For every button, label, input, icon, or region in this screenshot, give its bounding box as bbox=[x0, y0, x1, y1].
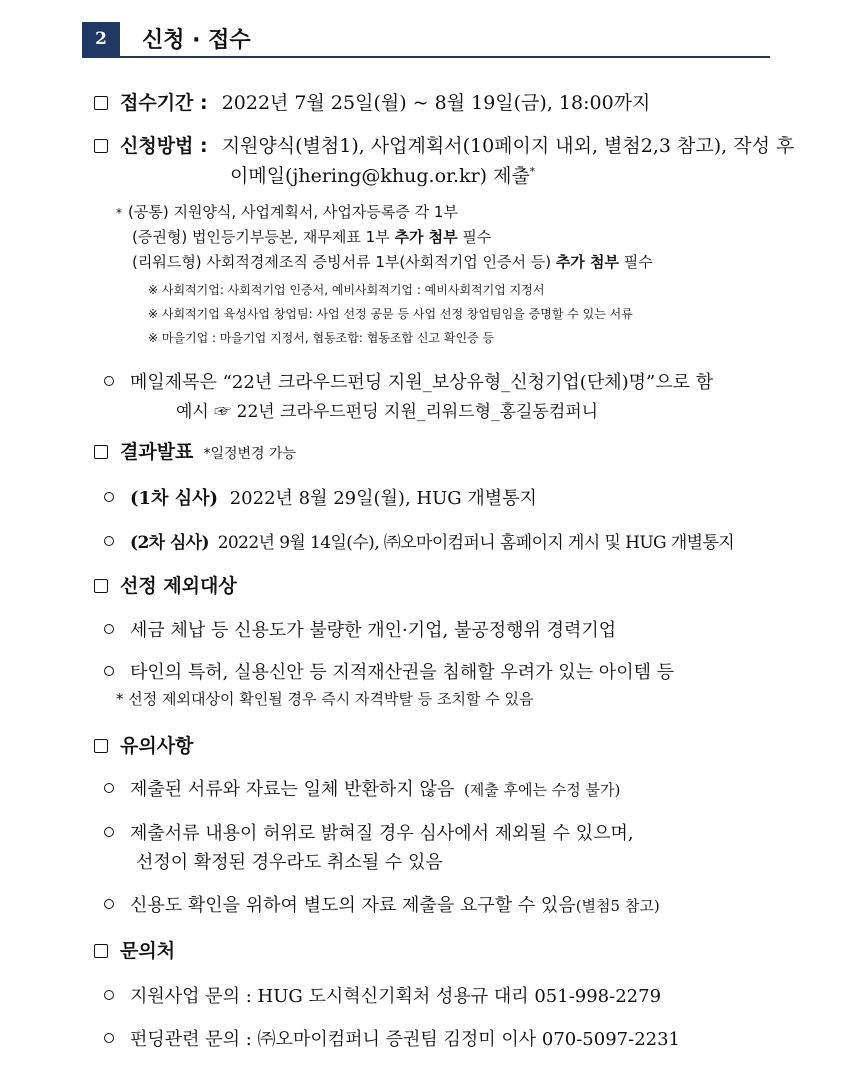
docs-security-pre: (증권형) 법인등기부등본, 재무제표 1부 bbox=[132, 228, 395, 246]
docs-security-row bbox=[132, 226, 491, 247]
docs-star: * bbox=[116, 206, 122, 220]
bullet-circle-icon bbox=[104, 536, 114, 546]
docs-reward-row bbox=[132, 251, 653, 272]
caution-item1: 제출된 서류와 자료는 일체 반환하지 않음 bbox=[130, 779, 455, 800]
exclusion-item1: 세금 체납 등 신용도가 불량한 개인·기업, 불공정행위 경력기업 bbox=[130, 620, 617, 641]
bullet-circle-icon bbox=[104, 827, 114, 837]
bullet-circle-icon bbox=[104, 624, 114, 634]
bullet-circle-icon bbox=[104, 376, 114, 386]
docs-note3: ※ 마을기업 : 마을기업 지정서, 협동조합: 협동조합 신고 확인증 등 bbox=[148, 331, 495, 345]
exclusion-label: 선정 제외대상 bbox=[120, 575, 237, 597]
result-first-value: 2022년 8월 29일(월), HUG 개별통지 bbox=[229, 488, 537, 509]
checkbox-square-icon bbox=[94, 445, 108, 459]
result-row bbox=[94, 437, 296, 464]
mail-line1: 메일제목은 “22년 크라우드펀딩 지원_보상유형_신청기업(단체)명”으로 함 bbox=[130, 372, 714, 393]
section-title: 신청 · 접수 bbox=[142, 28, 251, 53]
section-number: 2 bbox=[82, 22, 120, 56]
contact-label: 문의처 bbox=[120, 940, 176, 962]
checkbox-square-icon bbox=[94, 739, 108, 753]
period-row bbox=[94, 88, 650, 115]
period-label: 접수기간 : bbox=[120, 92, 208, 114]
caution-item3-small: (별첨5 참고) bbox=[575, 897, 660, 915]
contact-item2: 펀딩관련 문의 : ㈜오마이컴퍼니 증권팀 김정미 이사 070-5097-2231 bbox=[130, 1029, 681, 1050]
docs-common-row bbox=[116, 201, 458, 222]
exclusion-row bbox=[94, 571, 237, 598]
checkbox-square-icon bbox=[94, 944, 108, 958]
result-first-label: (1차 심사) bbox=[130, 488, 218, 509]
bullet-circle-icon bbox=[104, 990, 114, 1000]
bullet-circle-icon bbox=[104, 783, 114, 793]
result-first-row bbox=[104, 484, 537, 510]
method-line2: 이메일(jhering@khug.or.kr) 제출 bbox=[230, 165, 530, 187]
caution-item2-line2: 선정이 확정된 경우라도 취소될 수 있음 bbox=[136, 852, 443, 873]
docs-security-bold: 추가 첨부 bbox=[394, 228, 458, 246]
caution-item3-row bbox=[104, 891, 660, 917]
header-rule bbox=[82, 56, 770, 58]
method-line2-row bbox=[230, 161, 535, 188]
checkbox-square-icon bbox=[94, 96, 108, 110]
bullet-circle-icon bbox=[104, 666, 114, 676]
contact-item1: 지원사업 문의 : HUG 도시혁신기획처 성용규 대리 051-998-2279 bbox=[130, 986, 662, 1007]
method-label: 신청방법 : bbox=[120, 135, 208, 157]
bullet-circle-icon bbox=[104, 1033, 114, 1043]
result-note: *일정변경 가능 bbox=[203, 446, 297, 462]
docs-note2: ※ 사회적기업 육성사업 창업팀: 사업 선정 공문 등 사업 선정 창업팀임을 증명할 수 있는 서류 bbox=[148, 307, 633, 321]
caution-item2-line1: 제출서류 내용이 허위로 밝혀질 경우 심사에서 제외될 수 있으며, bbox=[130, 823, 634, 844]
result-second-value: 2022년 9월 14일(수), ㈜오마이컴퍼니 홈페이지 게시 및 HUG 개별통지 bbox=[217, 533, 735, 553]
mail-row bbox=[104, 368, 713, 394]
caution-row bbox=[94, 731, 193, 758]
method-line1: 지원양식(별첨1), 사업계획서(10페이지 내외, 별첨2,3 참고), 작성 후 bbox=[221, 135, 795, 157]
contact-item2-row bbox=[104, 1025, 680, 1051]
docs-security-post: 필수 bbox=[457, 228, 492, 246]
contact-row bbox=[94, 936, 175, 963]
result-label: 결과발표 bbox=[120, 441, 194, 463]
docs-reward-pre: (리워드형) 사회적경제조직 증빙서류 1부(사회적기업 인증서 등) bbox=[132, 253, 556, 271]
method-row bbox=[94, 131, 794, 158]
checkbox-square-icon bbox=[94, 579, 108, 593]
docs-reward-post: 필수 bbox=[619, 253, 653, 271]
checkbox-square-icon bbox=[94, 139, 108, 153]
method-line2-mark: * bbox=[529, 166, 535, 178]
docs-note1: ※ 사회적기업: 사회적기업 인증서, 예비사회적기업 : 예비사회적기업 지정서 bbox=[148, 283, 545, 297]
period-value: 2022년 7월 25일(월) ~ 8월 19일(금), 18:00까지 bbox=[221, 92, 651, 114]
exclusion-item2: 타인의 특허, 실용신안 등 지적재산권을 침해할 우려가 있는 아이템 등 bbox=[130, 662, 675, 683]
docs-common: (공통) 지원양식, 사업계획서, 사업자등록증 각 1부 bbox=[128, 203, 458, 221]
section-header bbox=[80, 18, 770, 58]
caution-item1-row bbox=[104, 775, 620, 801]
exclusion-item1-row bbox=[104, 616, 616, 642]
exclusion-note: * 선정 제외대상이 확인될 경우 즉시 자격박탈 등 조치할 수 있음 bbox=[116, 690, 534, 708]
mail-line2: 예시 ☞ 22년 크라우드펀딩 지원_리워드형_홍길동컴퍼니 bbox=[176, 402, 599, 422]
contact-item1-row bbox=[104, 982, 661, 1008]
exclusion-item2-row bbox=[104, 658, 674, 684]
caution-label: 유의사항 bbox=[120, 735, 194, 757]
bullet-circle-icon bbox=[104, 492, 114, 502]
caution-item2-row bbox=[104, 819, 634, 845]
result-second-label: (2차 심사) bbox=[130, 533, 209, 553]
bullet-circle-icon bbox=[104, 899, 114, 909]
result-second-row bbox=[104, 528, 734, 553]
caution-item1-small: (제출 후에는 수정 불가) bbox=[463, 781, 621, 799]
docs-reward-bold: 추가 첨부 bbox=[555, 253, 619, 271]
caution-item3: 신용도 확인을 위하여 별도의 자료 제출을 요구할 수 있음 bbox=[130, 895, 576, 916]
